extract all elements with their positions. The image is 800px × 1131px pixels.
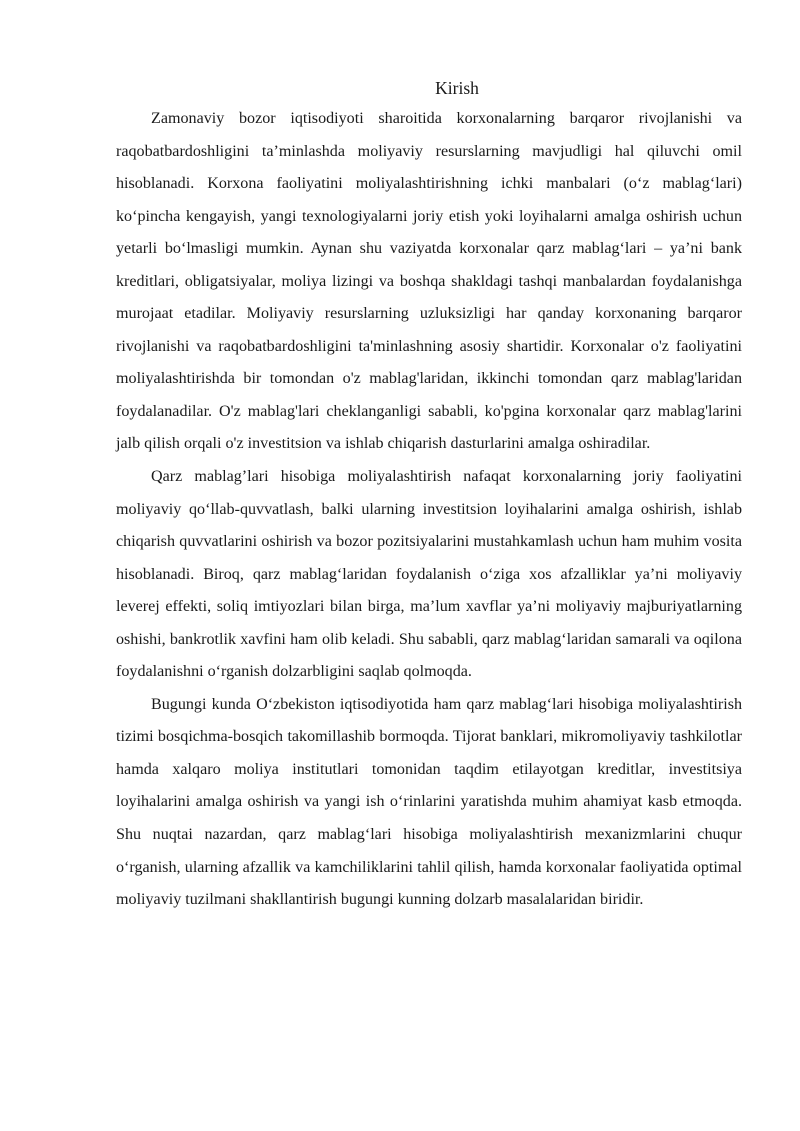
paragraph-debt-financing: Qarz mablag’lari hisobiga moliyalashtirish nafaqat korxonalarning joriy faoliyatini moliyaviy qo‘llab-quvvatlash, balki ularning investitsion loyihalarini amalga oshirish, ishlab chiqarish quvvatlarini oshirish va bozor pozitsiyalarini mustahkamlash uchun ham muhim vosita hisoblanadi. Biroq, qarz mablag‘laridan foydalanish o‘ziga xos afzalliklar ya’ni moliyaviy leverej effekti, soliq imtiyozlari bilan birga, ma’lum xavflar ya’ni moliyaviy majburiyatlarning oshishi, bankrotlik xavfini ham olib keladi. Shu sababli, qarz mablag‘laridan samarali va oqilona foydalanishni o‘rganish dolzarbligini saqlab qolmoqda. xyxy=(116,468,742,681)
paragraph-uzbekistan: Bugungi kunda O‘zbekiston iqtisodiyotida ham qarz mablag‘lari hisobiga moliyalashtirish tizimi bosqichma-bosqich takomillashib bormoqda. Tijorat banklari, mikromoliyaviy tashkilotlar hamda xalqaro moliya institutlari tomonidan taqdim etilayotgan kreditlar, investitsiya loyihalarini amalga oshirish va yangi ish o‘rinlarini yaratishda muhim ahamiyat kasb etmoqda. Shu nuqtai nazardan, qarz mablag‘lari hisobiga moliyalashtirish mexanizmlarini chuqur o‘rganish, ularning afzallik va kamchiliklarini tahlil qilish, hamda korxonalar faoliyatida optimal moliyaviy tuzilmani shakllantirish bugungi kunning dolzarb masalalaridan biridir. xyxy=(116,695,742,909)
document-page xyxy=(116,74,742,917)
page-title: Kirish xyxy=(435,78,479,98)
paragraph-intro: Zamonaviy bozor iqtisodiyoti sharoitida korxonalarning barqaror rivojlanishi va raqobatbardoshligini ta’minlashda moliyaviy resurslarning mavjudligi hal qiluvchi omil hisoblanadi. Korxona faoliyatini moliyalashtirishning ichki manbalari (o‘z mablag‘lari) ko‘pincha kengayish, yangi texnologiyalarni joriy etish yoki loyihalarni amalga oshirish uchun yetarli bo‘lmasligi mumkin. Aynan shu vaziyatda korxonalar qarz mablag‘lari – ya’ni bank kreditlari, obligatsiyalar, moliya lizingi va boshqa shakldagi tashqi manbalardan foydalanishga murojaat etadilar. Moliyaviy resurslarning uzluksizligi har qanday korxonaning barqaror rivojlanishi va raqobatbardoshligini ta'minlashning asosiy shartidir. Korxonalar o'z faoliyatini moliyalashtirishda bir tomondan o'z mablag'laridan, ikkinchi tomondan qarz mablag'laridan foydalanadilar. O'z mablag'lari cheklanganligi sababli, ko'pgina korxonalar qarz mablag'larini jalb qilish orqali o'z investitsion va ishlab chiqarish dasturlarini amalga oshiradilar. xyxy=(116,110,742,453)
